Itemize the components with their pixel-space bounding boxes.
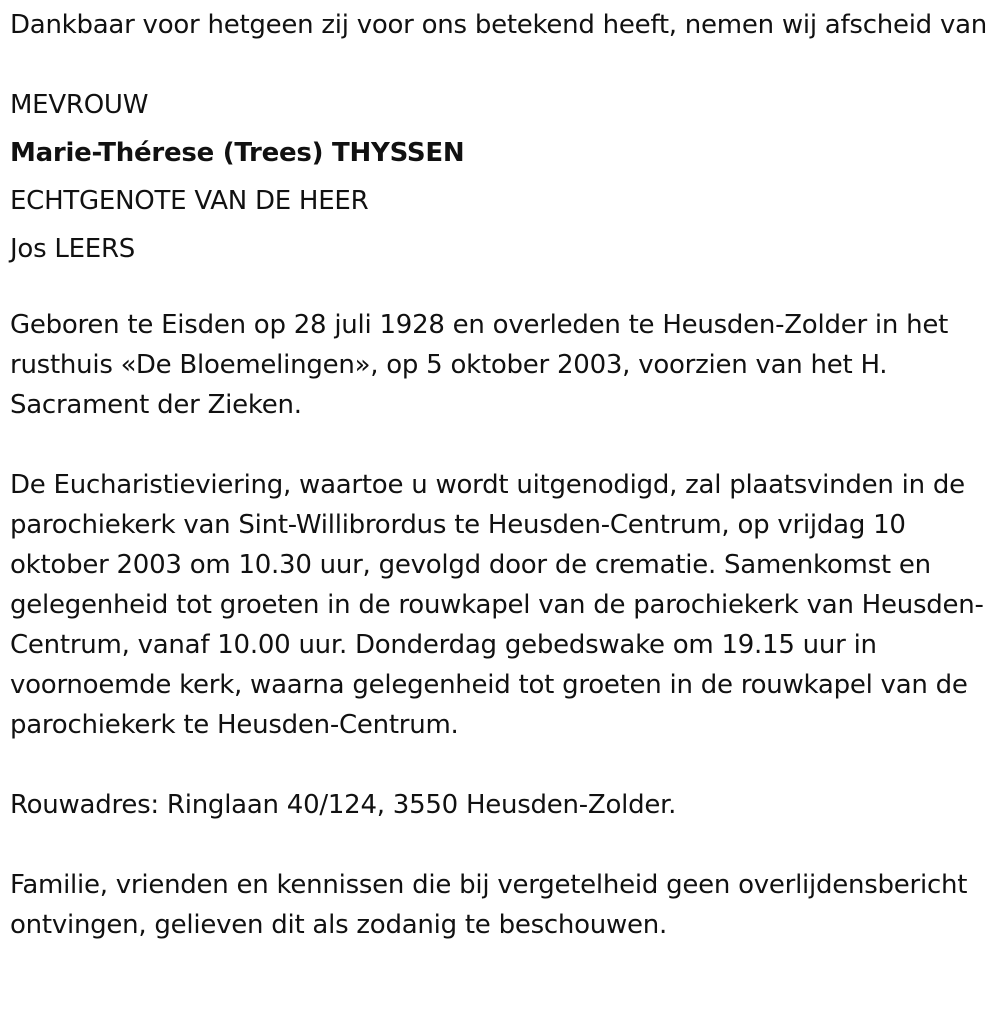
deceased-block: [10, 81, 990, 273]
spouse-name: Jos LEERS: [10, 234, 136, 264]
honorific: MEVROUW: [10, 90, 149, 120]
intro-text: Dankbaar voor hetgeen zij voor ons betekend heeft, nemen wij afscheid van: [10, 10, 987, 40]
mourning-address: Rouwadres: Ringlaan 40/124, 3550 Heusden-Zolder.: [10, 790, 677, 820]
deceased-name: Marie-Thérese (Trees) THYSSEN: [10, 138, 465, 168]
ceremony-paragraph: De Eucharistieviering, waartoe u wordt uitgenodigd, zal plaatsvinden in de parochiekerk van Sint-Willibrordus te Heusden-Centrum, op vrijdag 10 oktober 2003 om 10.30 uur, gevolgd door de crematie. Samenkomst en gelegenheid tot groeten in de rouwkapel van de parochiekerk van Heusden-Centrum, vanaf 10.00 uur. Donderdag gebedswake om 19.15 uur in voornoemde kerk, waarna gelegenheid tot groeten in de rouwkapel van de parochiekerk te Heusden-Centrum.: [10, 470, 984, 740]
obituary-notice: [0, 5, 1000, 945]
relation-label: ECHTGENOTE VAN DE HEER: [10, 186, 369, 216]
closing-paragraph: Familie, vrienden en kennissen die bij vergetelheid geen overlijdensbericht ontvingen, gelieven dit als zodanig te beschouwen.: [10, 870, 968, 940]
birth-death-paragraph: Geboren te Eisden op 28 juli 1928 en overleden te Heusden-Zolder in het rusthuis «De Bloemelingen», op 5 oktober 2003, voorzien van het H. Sacrament der Zieken.: [10, 310, 949, 420]
